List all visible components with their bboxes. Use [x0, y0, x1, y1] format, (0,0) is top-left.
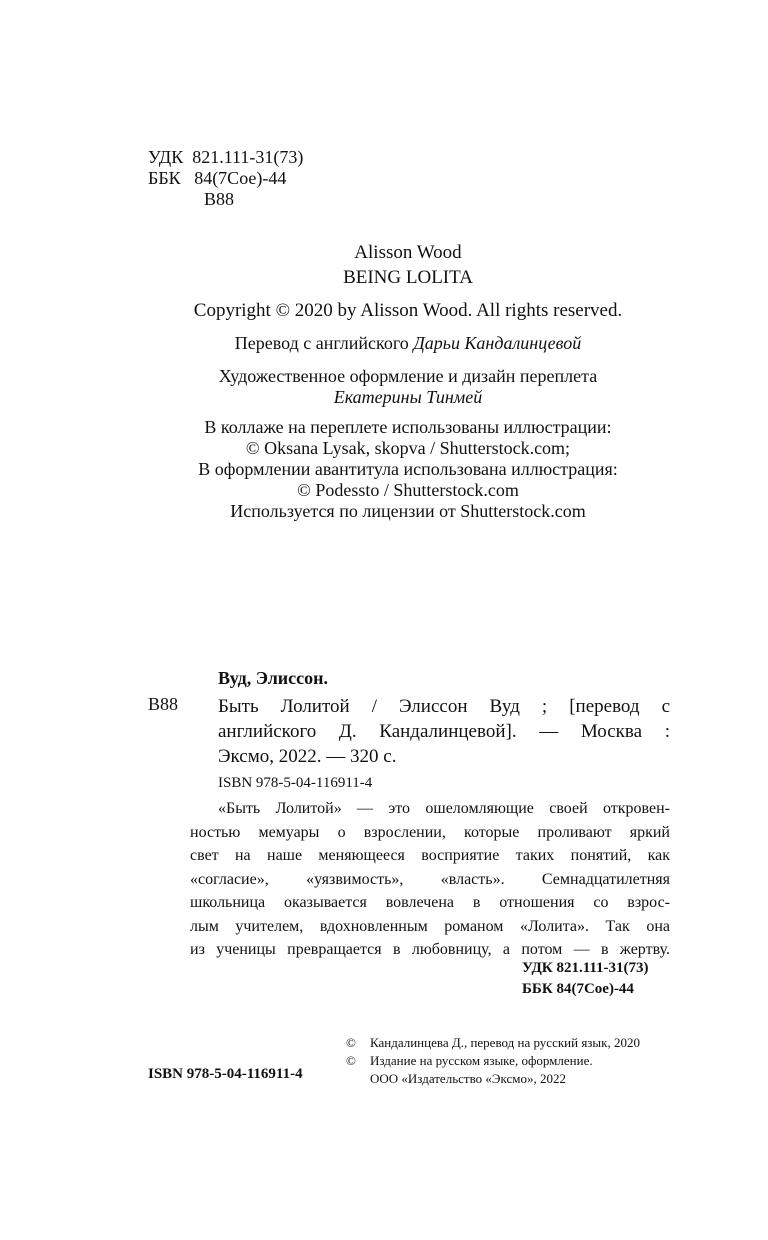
design-credit: Художественное оформление и дизайн переплета: [218, 366, 598, 386]
translation-prefix: Перевод с английского: [234, 333, 409, 353]
illustration-line: © Oksana Lysak, skopva / Shutterstock.com;: [245, 438, 571, 458]
original-author: Alisson Wood: [354, 242, 462, 263]
illustration-line: В коллаже на переплете использованы иллюстрации:: [204, 417, 612, 437]
footer-copyrights: [346, 1034, 640, 1088]
catalog-entry-line: английского Д. Кандалинцевой]. — Москва :: [218, 721, 670, 742]
illustration-credits: [148, 417, 668, 522]
udk-value: 821.111-31(73): [192, 147, 304, 167]
original-title-block: [148, 242, 668, 322]
catalog-entry: [218, 694, 670, 769]
catalog-mark: В88: [148, 694, 179, 714]
copyright-text: Издание на русском языке, оформление.: [370, 1053, 593, 1068]
catalog-isbn: ISBN 978-5-04-116911-4: [218, 775, 373, 791]
designer-name: Екатерины Тинмей: [333, 387, 483, 407]
bbk-value: 84(7Сое)-44: [194, 168, 287, 188]
bbk-label: ББК: [148, 168, 181, 188]
copyright-symbol: ©: [346, 1035, 356, 1050]
annotation: [190, 797, 670, 962]
catalog-entry-line: Эксмо, 2022. — 320 с.: [218, 746, 397, 767]
original-title: BEING LOLITA: [343, 267, 473, 288]
copyright-line: Copyright © 2020 by Alisson Wood. All rights reserved.: [193, 300, 623, 321]
catalog-entry-line: Быть Лолитой / Элиссон Вуд ; [перевод с: [218, 696, 670, 717]
udk-label: УДК: [148, 147, 184, 167]
credits-block: [148, 333, 668, 522]
copyright-row: [346, 1034, 640, 1052]
copyright-symbol: [346, 1070, 362, 1088]
catalog-bbk: ББК 84(7Сое)-44: [522, 981, 634, 997]
annotation-line: школьница оказывается вовлечена в отношения со взрос-: [190, 894, 670, 911]
bbk-line: [148, 168, 303, 189]
translator-name: Дарьи Кандалинцевой: [413, 333, 582, 353]
illustration-line: Используется по лицензии от Shutterstock.com: [230, 501, 586, 521]
copyright-text: ООО «Издательство «Эксмо», 2022: [370, 1071, 566, 1086]
translation-credit: [148, 333, 668, 354]
catalog-udk: УДК 821.111-31(73): [522, 960, 649, 976]
catalog-heading: Вуд, Элиссон.: [218, 668, 329, 688]
annotation-line: свет на наше меняющееся восприятие таких понятий, как: [190, 847, 670, 864]
copyright-text: Кандалинцева Д., перевод на русский язык, 2020: [370, 1035, 640, 1050]
copyright-row: [346, 1070, 640, 1088]
annotation-line: ностью мемуары о взрослении, которые проливают яркий: [190, 823, 670, 841]
udk-line: [148, 147, 303, 168]
annotation-line: лым учителем, вдохновленным романом «Лолита». Так она: [190, 917, 670, 935]
author-mark: В88: [204, 189, 235, 209]
copyright-row: [346, 1052, 640, 1070]
catalog-codes: [522, 958, 649, 1000]
copyright-symbol: ©: [346, 1053, 356, 1068]
classification-codes: [148, 147, 303, 210]
illustration-line: © Podessto / Shutterstock.com: [297, 480, 519, 500]
illustration-line: В оформлении авантитула использована иллюстрация:: [198, 459, 618, 479]
annotation-line: «согласие», «уязвимость», «власть». Семнадцатилетняя: [190, 870, 670, 888]
annotation-line: «Быть Лолитой» — это ошеломляющие своей откровен-: [218, 800, 670, 817]
footer-isbn: ISBN 978-5-04-116911-4: [148, 1066, 303, 1082]
annotation-line: из ученицы превращается в любовницу, а потом — в жертву.: [190, 941, 670, 958]
